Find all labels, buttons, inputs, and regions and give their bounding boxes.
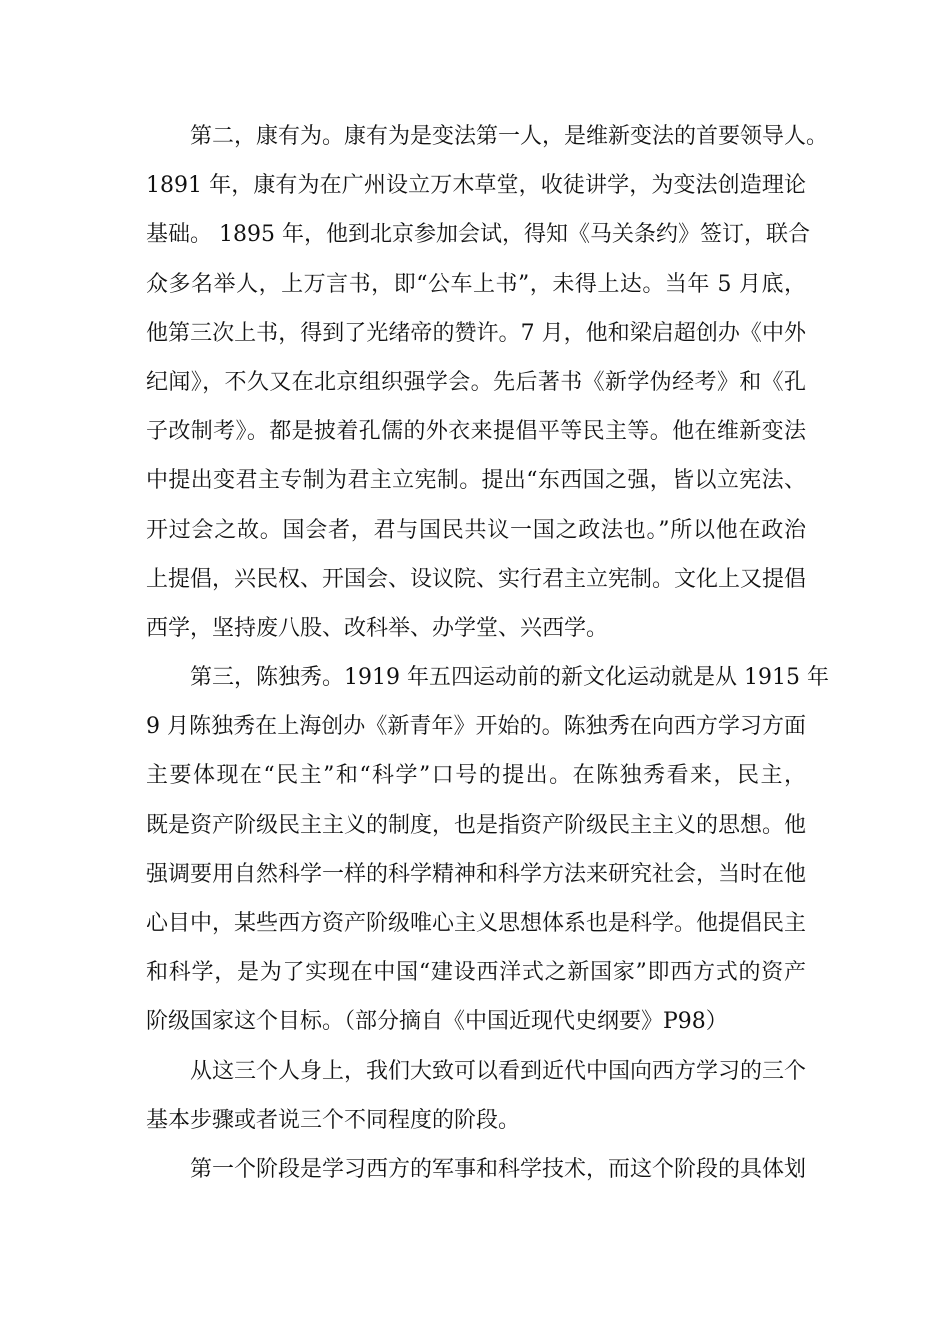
text-line: 开过会之故。国会者，君与国民共议一国之政法也。”所以他在政治: [146, 517, 806, 543]
text-line: 第三，陈独秀。1919 年五四运动前的新文化运动就是从 1915 年: [190, 665, 829, 691]
paragraph-kang-youwei: [146, 112, 829, 653]
text-line: 基础。 1895 年，他到北京参加会试，得知《马关条约》签订，联合: [146, 222, 810, 248]
text-line: 纪闻》，不久又在北京组织强学会。先后著书《新学伪经考》和《孔: [146, 369, 806, 395]
text-line: 和科学，是为了实现在中国“建设西洋式之新国家”即西方式的资产: [146, 960, 806, 986]
text-line: 强调要用自然科学一样的科学精神和科学方法来研究社会，当时在他: [146, 861, 807, 887]
text-line: 心目中，某些西方资产阶级唯心主义思想体系也是科学。他提倡民主: [146, 911, 807, 936]
text-line: 既是资产阶级民主主义的制度，也是指资产阶级民主主义的思想。他: [146, 812, 807, 838]
document-body: [146, 112, 829, 1194]
paragraph-first-stage: [146, 1145, 806, 1194]
paragraph-three-steps: [146, 1047, 806, 1145]
text-line: 阶级国家这个目标。（部分摘自《中国近现代史纲要》P98）: [146, 1009, 728, 1035]
text-line: 众多名举人，上万言书，即“公车上书”，未得上达。当年 5 月底，: [146, 271, 806, 297]
text-line: 他第三次上书，得到了光绪帝的赞许。7 月，他和梁启超创办《中外: [146, 320, 806, 346]
text-line: 基本步骤或者说三个不同程度的阶段。: [146, 1107, 521, 1133]
paragraph-chen-duxiu: [146, 653, 829, 1047]
text-line: 上提倡，兴民权、开国会、设议院、实行君主立宪制。文化上又提倡: [146, 566, 807, 592]
text-line: 第二，康有为。康有为是变法第一人，是维新变法的首要领导人。: [190, 124, 829, 149]
text-line: 子改制考》。都是披着孔儒的外衣来提倡平等民主等。他在维新变法: [146, 419, 806, 445]
text-line: 中提出变君主专制为君主立宪制。提出“东西国之强，皆以立宪法、: [146, 468, 806, 494]
text-line: 9 月陈独秀在上海创办《新青年》开始的。陈独秀在向西方学习方面: [146, 714, 806, 740]
text-line: 西学，坚持废八股、改科举、办学堂、兴西学。: [146, 615, 609, 641]
text-line: 第一个阶段是学习西方的军事和科学技术，而这个阶段的具体划: [190, 1156, 807, 1182]
text-line: 主要体现在“民主”和“科学”口号的提出。在陈独秀看来，民主，: [146, 763, 806, 789]
text-line: 1891 年，康有为在广州设立万木草堂，收徒讲学，为变法创造理论: [146, 173, 806, 199]
text-line: 从这三个人身上，我们大致可以看到近代中国向西方学习的三个: [190, 1058, 807, 1084]
